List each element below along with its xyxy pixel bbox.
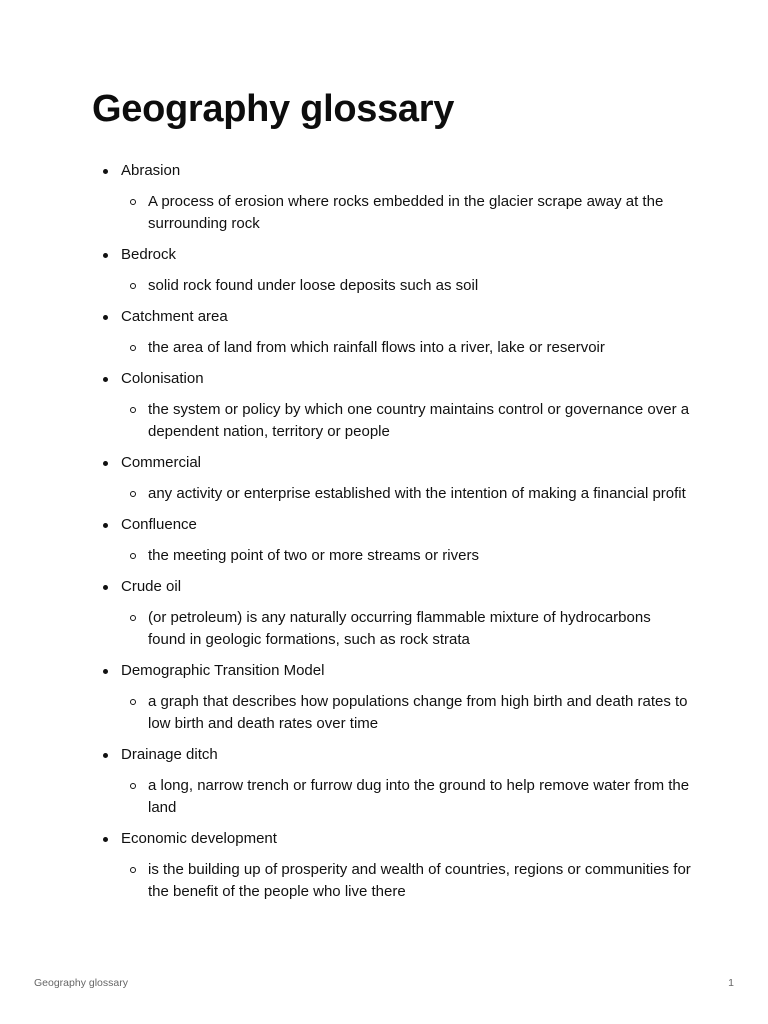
glossary-definition (121, 607, 692, 651)
definition-list (121, 337, 692, 359)
glossary-term: Commercial (121, 454, 202, 471)
definition-list (121, 691, 692, 735)
glossary-term: Demographic Transition Model (121, 662, 325, 679)
circle-bullet-icon (130, 345, 136, 351)
circle-bullet-icon (130, 283, 136, 289)
definition-text: any activity or enterprise established with the intention of making a financial profit (148, 485, 686, 502)
circle-bullet-icon (130, 783, 136, 789)
definition-text: a graph that describes how populations change from high birth and death rates to low birth and death rates over time (148, 693, 688, 732)
glossary-entry (92, 452, 692, 505)
glossary-term: Economic development (121, 830, 277, 847)
bullet-icon (103, 585, 108, 590)
glossary-entry (92, 576, 692, 651)
bullet-icon (103, 315, 108, 320)
bullet-icon (103, 523, 108, 528)
glossary-list (92, 160, 692, 912)
glossary-entry (92, 828, 692, 903)
bullet-icon (103, 837, 108, 842)
footer-document-title: Geography glossary (34, 977, 128, 989)
glossary-definition (121, 859, 692, 903)
definition-text: A process of erosion where rocks embedded in the glacier scrape away at the surrounding rock (148, 193, 664, 232)
glossary-term: Catchment area (121, 308, 228, 325)
definition-list (121, 399, 692, 443)
glossary-entry (92, 660, 692, 735)
glossary-definition (121, 775, 692, 819)
glossary-entry (92, 514, 692, 567)
definition-list (121, 775, 692, 819)
bullet-icon (103, 377, 108, 382)
glossary-definition (121, 337, 692, 359)
definition-list (121, 859, 692, 903)
bullet-icon (103, 169, 108, 174)
page-number: 1 (728, 977, 734, 989)
glossary-definition (121, 483, 692, 505)
glossary-entry (92, 306, 692, 359)
bullet-icon (103, 253, 108, 258)
glossary-definition (121, 191, 692, 235)
bullet-icon (103, 753, 108, 758)
glossary-definition (121, 275, 692, 297)
glossary-term: Colonisation (121, 370, 204, 387)
page-title: Geography glossary (92, 88, 455, 130)
glossary-term: Abrasion (121, 162, 181, 179)
definition-text: a long, narrow trench or furrow dug into the ground to help remove water from the land (148, 777, 690, 816)
glossary-term: Confluence (121, 516, 197, 533)
definition-text: the meeting point of two or more streams or rivers (148, 547, 479, 564)
glossary-definition (121, 545, 692, 567)
definition-list (121, 275, 692, 297)
definition-text: is the building up of prosperity and wealth of countries, regions or communities for the benefit of the people who live there (148, 861, 691, 900)
definition-list (121, 607, 692, 651)
definition-list (121, 545, 692, 567)
circle-bullet-icon (130, 553, 136, 559)
circle-bullet-icon (130, 199, 136, 205)
definition-text: solid rock found under loose deposits such as soil (148, 277, 479, 294)
glossary-entry (92, 160, 692, 235)
circle-bullet-icon (130, 407, 136, 413)
definition-list (121, 191, 692, 235)
circle-bullet-icon (130, 615, 136, 621)
definition-text: (or petroleum) is any naturally occurring flammable mixture of hydrocarbons found in geologic formations, such as rock strata (148, 609, 651, 648)
definition-text: the system or policy by which one country maintains control or governance over a dependent nation, territory or people (148, 401, 690, 440)
glossary-entry (92, 244, 692, 297)
glossary-term: Bedrock (121, 246, 177, 263)
circle-bullet-icon (130, 867, 136, 873)
definition-text: the area of land from which rainfall flows into a river, lake or reservoir (148, 339, 605, 356)
bullet-icon (103, 461, 108, 466)
glossary-entry (92, 744, 692, 819)
glossary-definition (121, 691, 692, 735)
definition-list (121, 483, 692, 505)
glossary-definition (121, 399, 692, 443)
circle-bullet-icon (130, 491, 136, 497)
bullet-icon (103, 669, 108, 674)
circle-bullet-icon (130, 699, 136, 705)
glossary-term: Drainage ditch (121, 746, 218, 763)
glossary-term: Crude oil (121, 578, 182, 595)
glossary-entry (92, 368, 692, 443)
